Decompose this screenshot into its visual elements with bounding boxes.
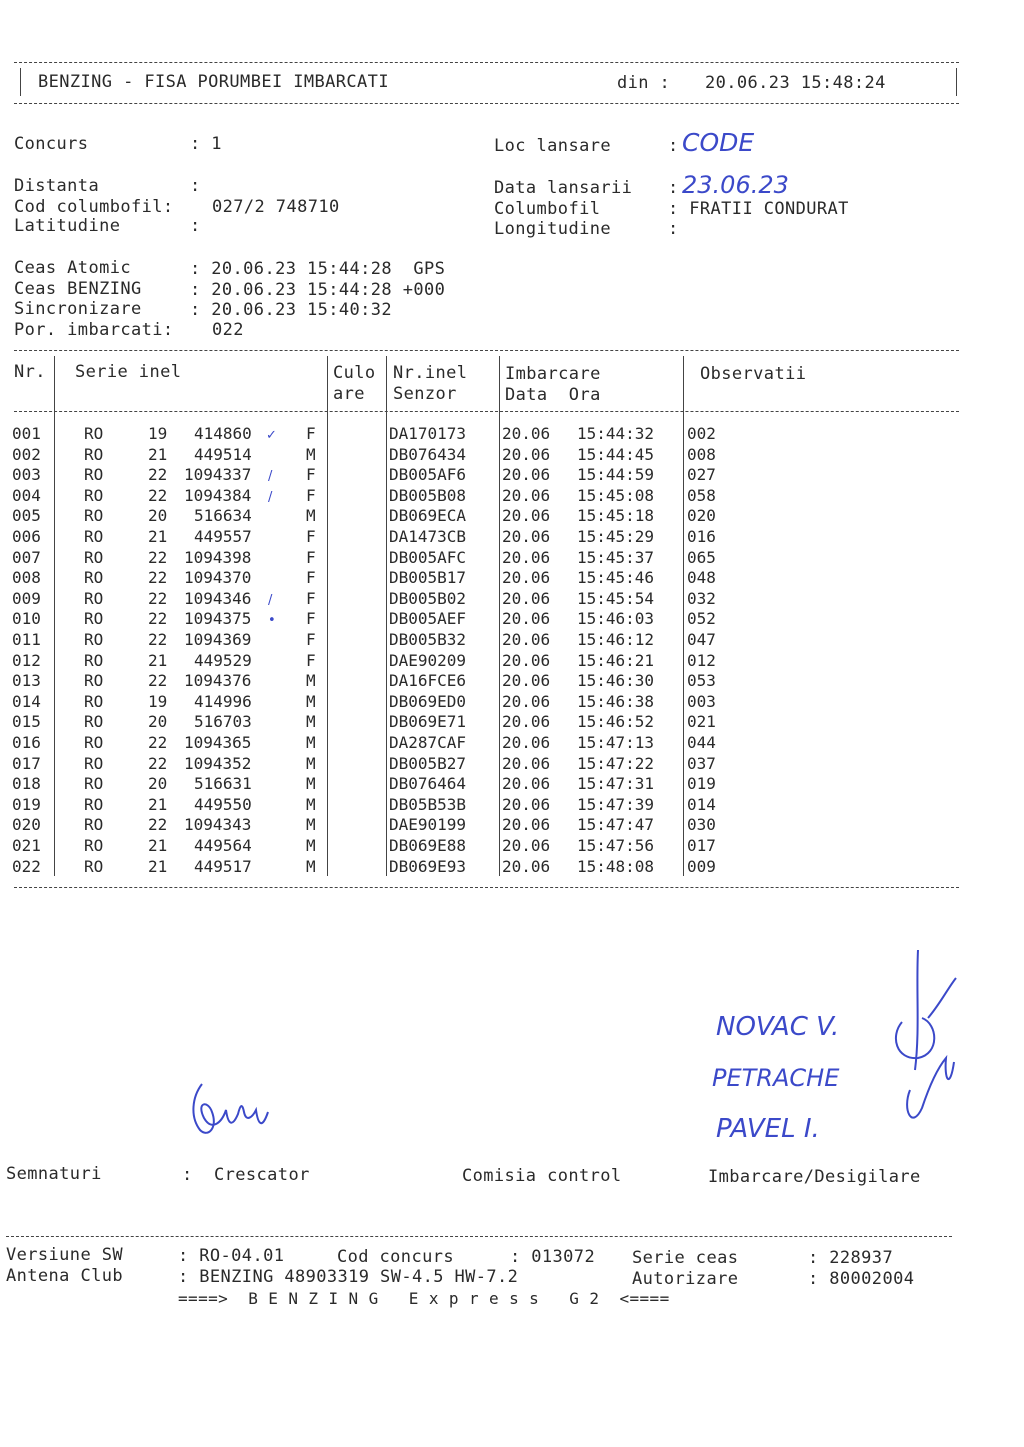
cell-date: 20.06 (502, 568, 551, 588)
cell-year: 19 (148, 424, 168, 443)
cell-check-mark: • (268, 613, 276, 629)
cell-sensor: DAE90199 (389, 815, 467, 835)
cell-sex: F (306, 609, 316, 629)
cell-country: RO (84, 815, 104, 835)
cell-sex: M (306, 753, 316, 773)
cell-date: 20.06 (502, 794, 551, 814)
cell-time: 15:47:47 (577, 815, 655, 835)
data-lansarii-handwritten: 23.06.23 (682, 171, 789, 199)
cell-country: RO (84, 547, 104, 567)
cell-sex: M (306, 671, 316, 691)
cell-year: 22 (148, 733, 168, 752)
loc-label: Loc lansare (494, 136, 611, 156)
cell-sensor: DB069ECA (389, 506, 467, 526)
cell-nr: 013 (12, 671, 41, 691)
cell-country: RO (84, 630, 104, 649)
cell-ring: 516703 (194, 712, 252, 732)
longitudine-value: : (668, 219, 679, 239)
table-row (12, 568, 952, 589)
cell-date: 20.06 (502, 444, 551, 464)
cell-date: 20.06 (502, 630, 551, 649)
table-row (12, 465, 952, 486)
cell-observatii: 058 (687, 485, 716, 505)
cell-ring: 1094384 (184, 485, 252, 505)
cell-year: 21 (148, 856, 168, 876)
header-top-rule (14, 62, 959, 63)
cell-sensor: DAE90209 (389, 650, 467, 670)
cell-sensor: DB005AEF (389, 609, 467, 629)
cell-sex: M (306, 506, 316, 526)
col-header-inel: Nr.inel (393, 363, 468, 383)
cell-country: RO (84, 712, 104, 732)
cell-ring: 1094346 (184, 588, 252, 608)
cell-sex: M (306, 774, 316, 794)
cell-sensor: DA1473CB (389, 527, 467, 546)
cell-year: 21 (148, 794, 168, 814)
cell-observatii: 003 (687, 691, 716, 711)
table-header-rule (14, 411, 959, 412)
cell-country: RO (84, 465, 104, 485)
table-row (12, 671, 952, 692)
cell-country: RO (84, 588, 104, 608)
header-right-border (956, 68, 957, 96)
comisia-label: Comisia control (462, 1166, 622, 1186)
cell-nr: 017 (12, 753, 41, 773)
cell-nr: 009 (12, 588, 41, 608)
cell-date: 20.06 (502, 691, 551, 711)
cell-ring: 449564 (194, 836, 252, 855)
table-row (12, 692, 952, 713)
cell-time: 15:47:13 (577, 733, 655, 752)
table-top-rule (14, 350, 959, 351)
cell-ring: 449529 (194, 650, 252, 670)
signature-crescator (182, 1072, 282, 1142)
cell-sensor: DB076434 (389, 444, 467, 464)
cell-date: 20.06 (502, 527, 551, 546)
cell-nr: 018 (12, 774, 41, 794)
cell-date: 20.06 (502, 547, 551, 567)
imbarcare-desigilare-label: Imbarcare/Desigilare (708, 1167, 921, 1187)
cell-time: 15:47:22 (577, 753, 655, 773)
autorizare-value: : 80002004 (808, 1269, 915, 1289)
cell-country: RO (84, 733, 104, 752)
cell-country: RO (84, 774, 104, 794)
cell-date: 20.06 (502, 856, 551, 876)
cell-nr: 007 (12, 547, 41, 567)
cell-country: RO (84, 485, 104, 505)
cell-sex: F (306, 588, 316, 608)
cell-time: 15:46:38 (577, 691, 655, 711)
cell-country: RO (84, 794, 104, 814)
data-lansarii-colon: : (668, 178, 679, 198)
cell-nr: 006 (12, 527, 41, 546)
cell-observatii: 017 (687, 836, 716, 855)
date-label: din : (617, 73, 671, 93)
cell-observatii: 030 (687, 815, 716, 835)
cell-date: 20.06 (502, 671, 551, 691)
cell-time: 15:44:32 (577, 424, 655, 443)
cell-time: 15:46:30 (577, 671, 655, 691)
handwritten-name-petrache: PETRACHE (712, 1064, 840, 1092)
table-row (12, 651, 952, 672)
col-header-culo: Culo (333, 363, 376, 383)
cell-time: 15:44:59 (577, 465, 655, 485)
cell-observatii: 037 (687, 753, 716, 773)
cod-columbofil-value: 027/2 748710 (212, 197, 340, 217)
cell-date: 20.06 (502, 712, 551, 732)
cell-observatii: 032 (687, 588, 716, 608)
data-lansarii-label: Data lansarii (494, 178, 633, 198)
cell-year: 22 (148, 485, 168, 505)
col-header-observatii: Observatii (700, 364, 807, 384)
cell-year: 20 (148, 712, 168, 732)
cell-sensor: DB05B53B (389, 794, 467, 814)
cell-observatii: 014 (687, 794, 716, 814)
cell-ring: 414996 (194, 691, 252, 711)
antena-value: : BENZING 48903319 SW-4.5 HW-7.2 (178, 1267, 519, 1287)
cell-observatii: 027 (687, 465, 716, 485)
cell-year: 22 (148, 815, 168, 835)
cell-date: 20.06 (502, 588, 551, 608)
cell-sensor: DB076464 (389, 774, 467, 794)
cell-check-mark: / (268, 592, 273, 608)
cell-sex: F (306, 485, 316, 505)
cell-country: RO (84, 424, 104, 443)
col-header-imbarcare: Imbarcare (505, 364, 601, 384)
col-header-culo2: are (333, 384, 365, 404)
cell-time: 15:46:52 (577, 712, 655, 732)
cell-nr: 020 (12, 815, 41, 835)
cell-year: 22 (148, 630, 168, 649)
cell-sensor: DB005B08 (389, 485, 467, 505)
cell-year: 22 (148, 588, 168, 608)
table-row (12, 857, 952, 878)
latitudine-value: : (190, 216, 201, 236)
cell-nr: 005 (12, 506, 41, 526)
cell-sex: F (306, 424, 316, 443)
serie-ceas-label: Serie ceas (632, 1248, 739, 1268)
cod-concurs-label: Cod concurs (337, 1247, 454, 1267)
cell-country: RO (84, 527, 104, 546)
cell-nr: 004 (12, 485, 41, 505)
cell-sensor: DA287CAF (389, 733, 467, 752)
cell-ring: 449514 (194, 444, 252, 464)
cell-check-mark: ✓ (266, 428, 277, 443)
cell-nr: 002 (12, 444, 41, 464)
cell-year: 22 (148, 609, 168, 629)
ceas-benzing-value: : 20.06.23 15:44:28 +000 (190, 280, 446, 300)
table-row (12, 712, 952, 733)
cell-year: 20 (148, 506, 168, 526)
cell-sex: M (306, 712, 316, 732)
columbofil-value: : FRATII CONDURAT (668, 199, 849, 219)
cell-sex: M (306, 733, 316, 752)
cell-observatii: 065 (687, 547, 716, 567)
cell-ring: 1094343 (184, 815, 252, 835)
cell-time: 15:45:37 (577, 547, 655, 567)
cell-year: 21 (148, 444, 168, 464)
cell-nr: 014 (12, 691, 41, 711)
cell-nr: 003 (12, 465, 41, 485)
footer-brand-line: ====> B E N Z I N G E x p r e s s G 2 <==== (178, 1289, 670, 1308)
header-left-border (20, 68, 21, 96)
cell-country: RO (84, 568, 104, 588)
cell-observatii: 047 (687, 630, 716, 649)
table-row (12, 609, 952, 630)
table-bottom-rule (14, 887, 959, 888)
table-row (12, 630, 952, 651)
antena-label: Antena Club (6, 1266, 123, 1286)
loc-value-handwritten: CODE (682, 128, 755, 157)
sincronizare-label: Sincronizare (14, 299, 142, 319)
cell-sensor: DB069E71 (389, 712, 467, 732)
cell-ring: 516631 (194, 774, 252, 794)
cell-time: 15:48:08 (577, 856, 655, 876)
versiune-value: : RO-04.01 (178, 1246, 285, 1266)
table-row (12, 774, 952, 795)
cell-nr: 011 (12, 630, 41, 649)
cell-country: RO (84, 753, 104, 773)
cell-year: 22 (148, 547, 168, 567)
cell-sensor: DA170173 (389, 424, 467, 443)
cell-sex: M (306, 794, 316, 814)
col-header-serie: Serie inel (75, 362, 182, 382)
cell-ring: 449557 (194, 527, 252, 546)
cell-sex: M (306, 815, 316, 835)
cell-country: RO (84, 650, 104, 670)
table-row (12, 445, 952, 466)
cell-nr: 001 (12, 424, 41, 443)
cell-ring: 1094398 (184, 547, 252, 567)
serie-ceas-value: : 228937 (808, 1248, 894, 1268)
cell-year: 21 (148, 527, 168, 546)
cell-date: 20.06 (502, 465, 551, 485)
cell-sex: F (306, 650, 316, 670)
cell-sensor: DB005B17 (389, 568, 467, 588)
cell-observatii: 044 (687, 733, 716, 752)
cell-time: 15:45:18 (577, 506, 655, 526)
table-row (12, 424, 952, 445)
cell-time: 15:47:39 (577, 794, 655, 814)
cell-observatii: 008 (687, 444, 716, 464)
cell-observatii: 021 (687, 712, 716, 732)
cell-year: 22 (148, 753, 168, 773)
ceas-atomic-value: : 20.06.23 15:44:28 GPS (190, 259, 446, 279)
cell-sex: M (306, 836, 316, 855)
cell-sensor: DA16FCE6 (389, 671, 467, 691)
cell-year: 19 (148, 691, 168, 711)
sincronizare-value: : 20.06.23 15:40:32 (190, 300, 393, 320)
cell-observatii: 016 (687, 527, 716, 546)
cell-ring: 1094375 (184, 609, 252, 629)
cell-time: 15:47:56 (577, 836, 655, 855)
cell-sex: F (306, 465, 316, 485)
cell-sensor: DB005AFC (389, 547, 467, 567)
table-row (12, 506, 952, 527)
crescator-label: Crescator (214, 1165, 310, 1185)
cell-observatii: 048 (687, 568, 716, 588)
cell-sensor: DB069ED0 (389, 691, 467, 711)
cell-time: 15:45:29 (577, 527, 655, 546)
cell-ring: 1094369 (184, 630, 252, 649)
cell-ring: 1094337 (184, 465, 252, 485)
cell-sex: F (306, 527, 316, 546)
ceas-benzing-label: Ceas BENZING (14, 279, 142, 299)
table-row (12, 815, 952, 836)
cell-observatii: 012 (687, 650, 716, 670)
cod-concurs-value: : 013072 (510, 1247, 596, 1267)
cod-columbofil-label: Cod columbofil: (14, 197, 174, 217)
cell-ring: 449517 (194, 856, 252, 876)
table-row (12, 527, 952, 548)
cell-sensor: DB069E93 (389, 856, 467, 876)
footer-top-rule (6, 1236, 952, 1237)
cell-observatii: 053 (687, 671, 716, 691)
cell-sex: F (306, 568, 316, 588)
col-header-nr: Nr. (14, 362, 46, 382)
cell-country: RO (84, 609, 104, 629)
cell-year: 22 (148, 568, 168, 588)
cell-time: 15:46:12 (577, 630, 655, 649)
concurs-value: : 1 (190, 134, 222, 154)
handwritten-name-novac: NOVAC V. (716, 1012, 840, 1042)
cell-ring: 1094352 (184, 753, 252, 773)
cell-nr: 012 (12, 650, 41, 670)
cell-date: 20.06 (502, 836, 551, 855)
cell-ring: 414860 (194, 424, 252, 443)
versiune-label: Versiune SW (6, 1245, 123, 1265)
cell-year: 21 (148, 836, 168, 855)
cell-date: 20.06 (502, 424, 551, 443)
cell-observatii: 019 (687, 774, 716, 794)
cell-country: RO (84, 506, 104, 526)
cell-time: 15:45:08 (577, 485, 655, 505)
cell-check-mark: / (268, 469, 273, 485)
cell-nr: 008 (12, 568, 41, 588)
cell-nr: 022 (12, 856, 41, 876)
cell-sex: M (306, 444, 316, 464)
table-row (12, 589, 952, 610)
autorizare-label: Autorizare (632, 1269, 739, 1289)
cell-date: 20.06 (502, 774, 551, 794)
page-title: BENZING - FISA PORUMBEI IMBARCATI (38, 72, 389, 92)
table-row (12, 733, 952, 754)
cell-time: 15:45:46 (577, 568, 655, 588)
cell-ring: 1094376 (184, 671, 252, 691)
table-row (12, 795, 952, 816)
cell-check-mark: / (268, 489, 273, 505)
cell-sensor: DB069E88 (389, 836, 467, 855)
cell-year: 22 (148, 671, 168, 691)
cell-country: RO (84, 856, 104, 876)
cell-time: 15:46:21 (577, 650, 655, 670)
latitudine-label: Latitudine (14, 216, 121, 236)
cell-sensor: DB005B27 (389, 753, 467, 773)
date-value: 20.06.23 15:48:24 (705, 73, 886, 93)
semnaturi-colon: : (182, 1165, 193, 1185)
cell-date: 20.06 (502, 753, 551, 773)
cell-observatii: 052 (687, 609, 716, 629)
cell-observatii: 020 (687, 506, 716, 526)
cell-sex: F (306, 547, 316, 567)
cell-country: RO (84, 836, 104, 855)
semnaturi-label: Semnaturi (6, 1164, 102, 1184)
cell-country: RO (84, 691, 104, 711)
distanta-label: Distanta (14, 176, 100, 196)
cell-country: RO (84, 444, 104, 464)
cell-nr: 010 (12, 609, 41, 629)
cell-year: 22 (148, 465, 168, 485)
cell-date: 20.06 (502, 506, 551, 526)
signature-committee (888, 940, 968, 1140)
cell-time: 15:45:54 (577, 588, 655, 608)
table-row (12, 548, 952, 569)
cell-date: 20.06 (502, 485, 551, 505)
cell-nr: 016 (12, 733, 41, 752)
col-header-inel2: Senzor (393, 384, 457, 404)
cell-time: 15:44:45 (577, 444, 655, 464)
cell-time: 15:47:31 (577, 774, 655, 794)
cell-ring: 1094370 (184, 568, 252, 588)
cell-sex: F (306, 630, 316, 649)
cell-sensor: DB005AF6 (389, 465, 467, 485)
cell-nr: 021 (12, 836, 41, 855)
cell-year: 21 (148, 650, 168, 670)
cell-sensor: DB005B02 (389, 588, 467, 608)
handwritten-name-pavel: PAVEL I. (716, 1114, 820, 1144)
longitudine-label: Longitudine (494, 219, 611, 239)
cell-ring: 449550 (194, 794, 252, 814)
header-bottom-rule (14, 103, 959, 104)
porumbei-label: Por. imbarcati: (14, 320, 174, 340)
cell-country: RO (84, 671, 104, 691)
cell-nr: 019 (12, 794, 41, 814)
cell-date: 20.06 (502, 815, 551, 835)
cell-date: 20.06 (502, 650, 551, 670)
distanta-value: : (190, 176, 201, 196)
cell-sex: M (306, 691, 316, 711)
porumbei-value: 022 (212, 320, 244, 340)
loc-colon: : (668, 136, 679, 156)
cell-year: 20 (148, 774, 168, 794)
cell-time: 15:46:03 (577, 609, 655, 629)
concurs-label: Concurs (14, 134, 89, 154)
table-row (12, 836, 952, 857)
cell-sensor: DB005B32 (389, 630, 467, 649)
columbofil-label: Columbofil (494, 199, 601, 219)
table-row (12, 486, 952, 507)
cell-observatii: 009 (687, 856, 716, 876)
ceas-atomic-label: Ceas Atomic (14, 258, 131, 278)
cell-sex: M (306, 856, 316, 876)
cell-nr: 015 (12, 712, 41, 732)
col-header-data-ora: Data Ora (505, 385, 601, 405)
cell-date: 20.06 (502, 733, 551, 752)
table-row (12, 754, 952, 775)
cell-ring: 1094365 (184, 733, 252, 752)
cell-date: 20.06 (502, 609, 551, 629)
cell-observatii: 002 (687, 424, 716, 443)
cell-ring: 516634 (194, 506, 252, 526)
